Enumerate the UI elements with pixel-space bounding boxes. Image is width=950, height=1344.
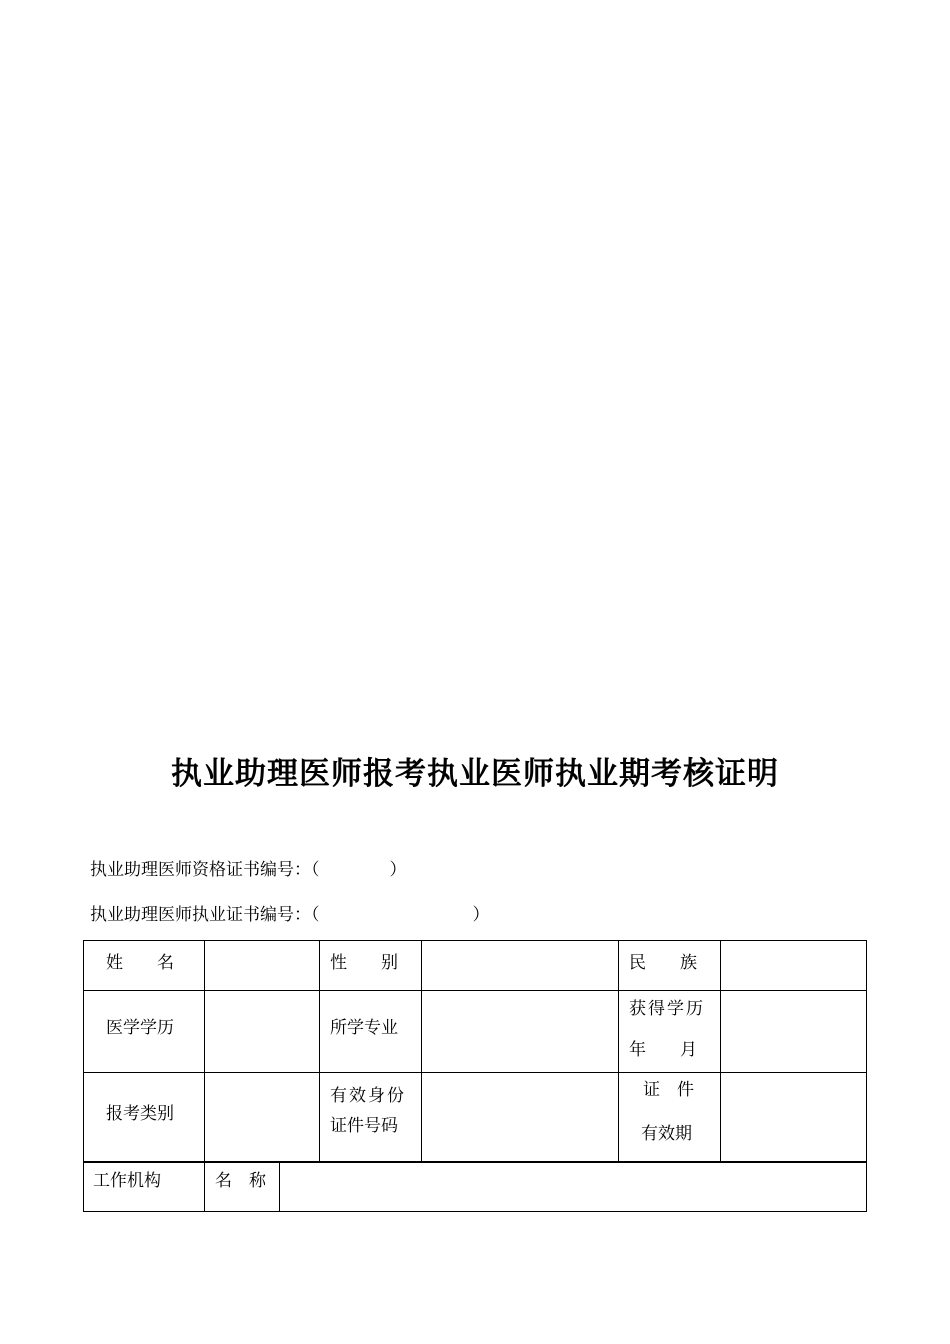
degree-date-label-line1: 获得学历: [629, 999, 705, 1019]
practice-cert-line: [90, 900, 490, 925]
education-label-cell: [83, 990, 204, 1072]
name-label: 姓 名: [106, 953, 174, 973]
work-org-label-cell: [83, 1161, 204, 1212]
work-org-label: 工作机构: [93, 1171, 161, 1191]
id-number-value-cell[interactable]: [421, 1072, 618, 1161]
qualification-cert-open-paren: （: [311, 860, 320, 880]
exam-category-label: 报考类别: [106, 1104, 174, 1124]
table-bottom-border: [83, 1211, 867, 1212]
major-value-cell[interactable]: [421, 990, 618, 1072]
table-right-border: [866, 940, 867, 1212]
document-title: 执业助理医师报考执业医师执业期考核证明: [171, 756, 779, 792]
qualification-cert-close-paren: ）: [389, 860, 407, 880]
ethnicity-label-cell: [618, 940, 720, 990]
id-number-label-line2: 证件号码: [330, 1116, 398, 1136]
qualification-cert-label: 执业助理医师资格证书编号：: [90, 860, 311, 880]
name-label-cell: [83, 940, 204, 990]
gender-value-cell[interactable]: [421, 940, 618, 990]
education-value-cell[interactable]: [204, 990, 319, 1072]
education-label: 医学学历: [106, 1018, 174, 1038]
name-value-cell[interactable]: [204, 940, 319, 990]
assessment-form-table: [83, 940, 867, 1212]
major-label-cell: [319, 990, 421, 1072]
id-validity-label-line2: 有效期: [641, 1124, 692, 1144]
practice-cert-close-paren: ）: [472, 905, 490, 925]
practice-cert-open-paren: （: [311, 905, 320, 925]
exam-category-value-cell[interactable]: [204, 1072, 319, 1161]
org-name-label-cell: [204, 1161, 279, 1212]
gender-label: 性 别: [330, 953, 398, 973]
gender-label-cell: [319, 940, 421, 990]
ethnicity-label: 民 族: [629, 953, 697, 973]
id-validity-label-cell: [618, 1072, 720, 1161]
org-name-label: 名 称: [215, 1171, 266, 1191]
qualification-cert-line: [90, 855, 407, 880]
degree-date-label-cell: [618, 990, 720, 1072]
id-number-label-cell: [319, 1072, 421, 1161]
exam-category-label-cell: [83, 1072, 204, 1161]
org-name-value-cell[interactable]: [279, 1161, 867, 1212]
id-validity-label-line1: 证 件: [643, 1080, 694, 1100]
id-validity-value-cell[interactable]: [720, 1072, 867, 1161]
major-label: 所学专业: [330, 1018, 398, 1038]
id-number-label-line1: 有效身份: [330, 1086, 406, 1106]
degree-date-label-line2: 年 月: [629, 1040, 697, 1060]
practice-cert-label: 执业助理医师执业证书编号：: [90, 905, 311, 925]
ethnicity-value-cell[interactable]: [720, 940, 867, 990]
degree-date-value-cell[interactable]: [720, 990, 867, 1072]
